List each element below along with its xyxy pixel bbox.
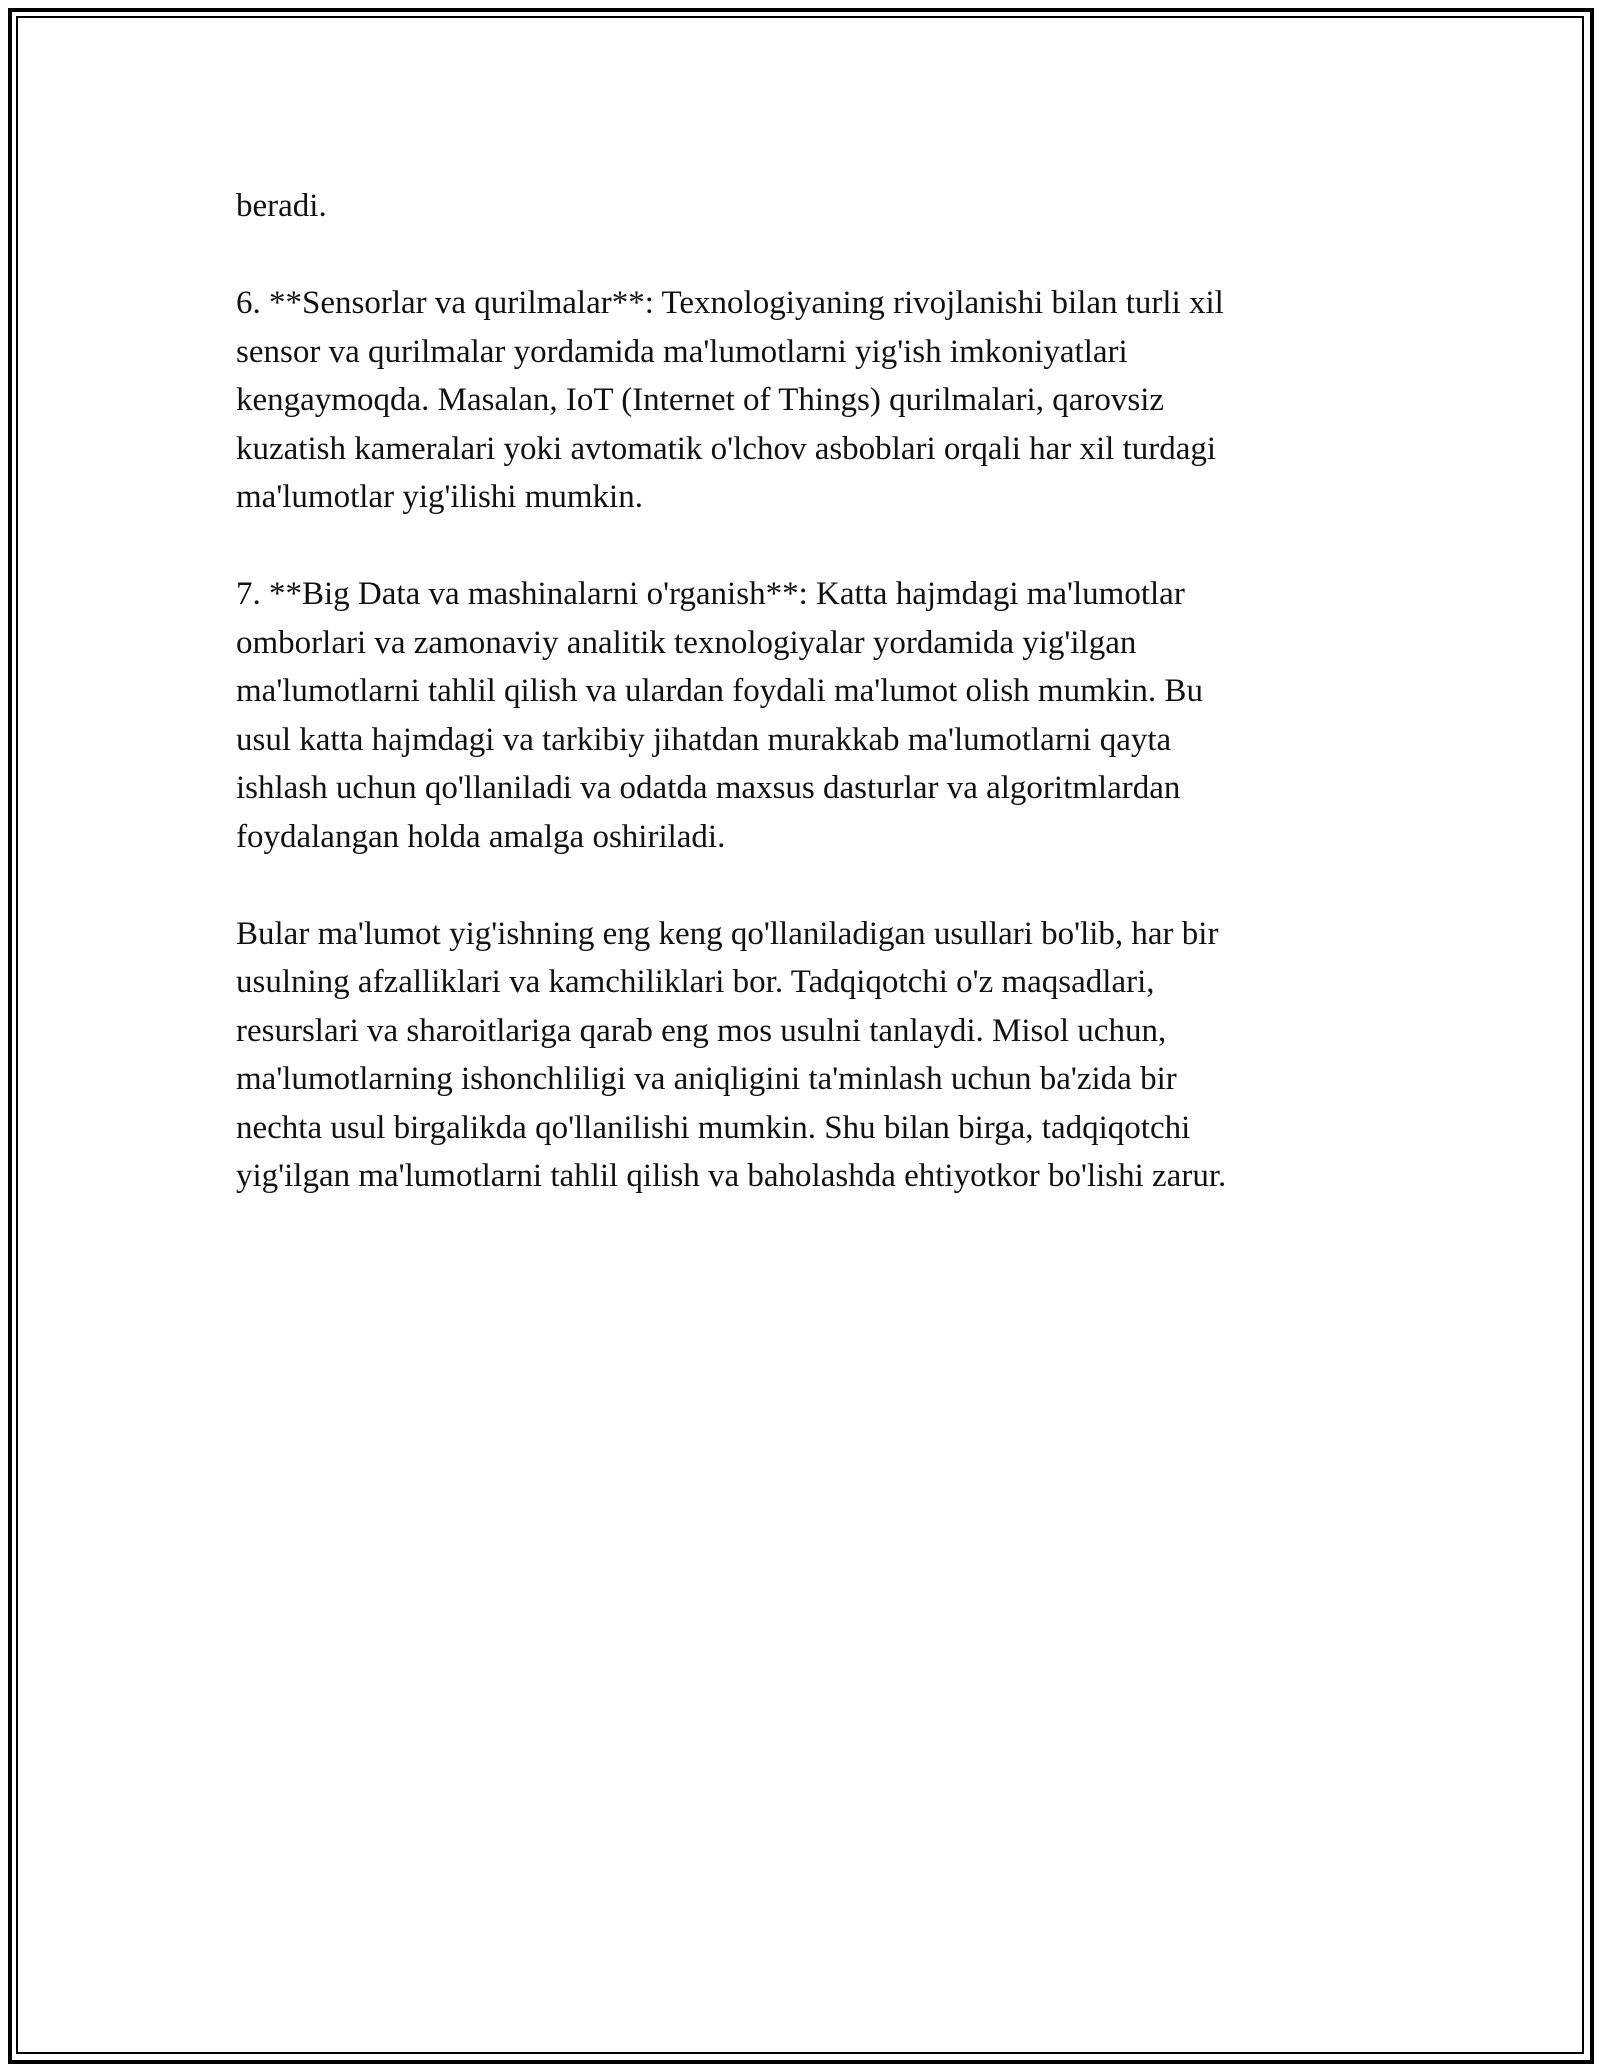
paragraph-continuation: beradi. [236, 188, 327, 224]
paragraph-conclusion: Bular ma'lumot yig'ishning eng keng qo'llaniladigan usullari bo'lib, har bir usulning afzalliklari va kamchiliklari bor. Tadqiqotchi o'z maqsadlari, resurslari va sharoitlariga qarab eng mos usulni tanlaydi. Misol uchun, ma'lumotlarning ishonchliligi va aniqligini ta'minlash uchun ba'zida bir nechta usul birgalikda qo'llanilishi mumkin. Shu bilan birga, tadqiqotchi yig'ilgan ma'lumotlarni tahlil qilish va baholashda ehtiyotkor bo'lishi zarur. [236, 915, 1227, 1194]
paragraph-sensors: 6. **Sensorlar va qurilmalar**: Texnologiyaning rivojlanishi bilan turli xil sensor va qurilmalar yordamida ma'lumotlarni yig'ish imkoniyatlari kengaymoqda. Masalan, IoT (Internet of Things) qurilmalari, qarovsiz kuzatish kameralari yoki avtomatik o'lchov asboblari orqali har xil turdagi ma'lumotlar yig'ilishi mumkin. [236, 285, 1224, 515]
document-body [236, 182, 1386, 1249]
paragraph-big-data: 7. **Big Data va mashinalarni o'rganish**: Katta hajmdagi ma'lumotlar omborlari va zamonaviy analitik texnologiyalar yordamida yig'ilgan ma'lumotlarni tahlil qilish va ulardan foydali ma'lumot olish mumkin. Bu usul katta hajmdagi va tarkibiy jihatdan murakkab ma'lumotlarni qayta ishlash uchun qo'llaniladi va odatda maxsus dasturlar va algoritmlardan foydalangan holda amalga oshiriladi. [236, 576, 1203, 855]
